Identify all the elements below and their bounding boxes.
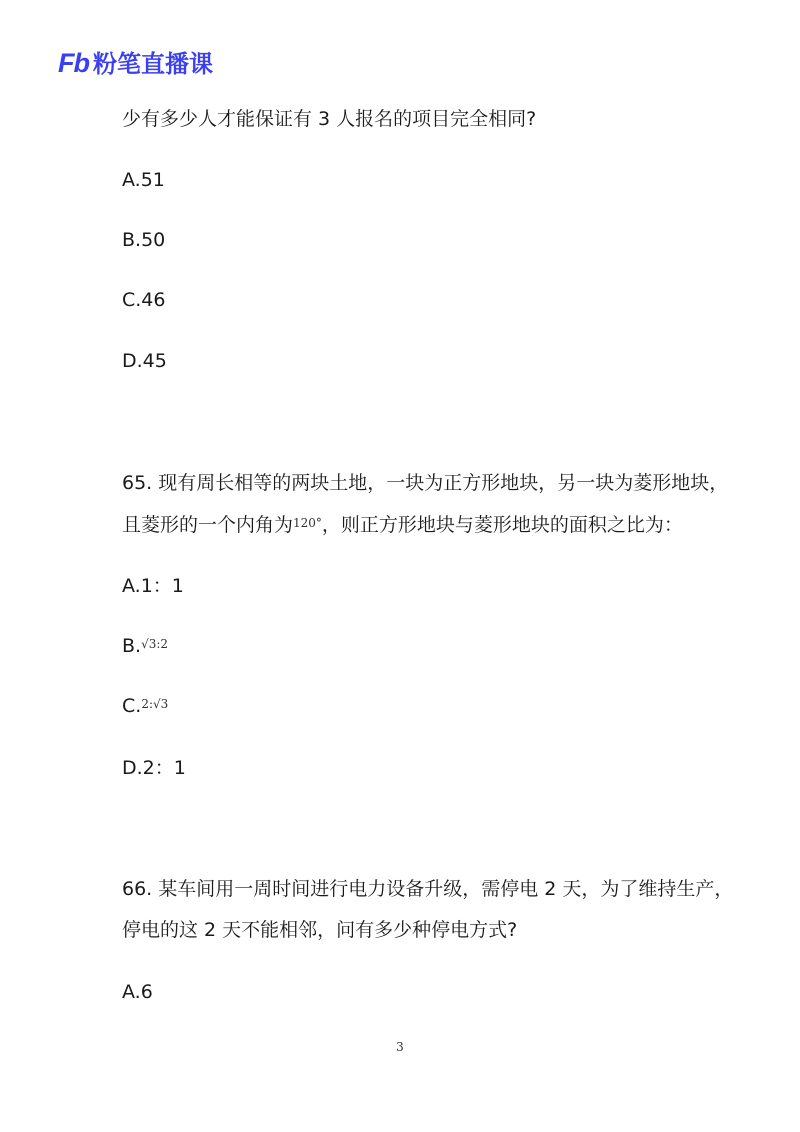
q64-option-d: D.45 [122, 350, 167, 372]
q65-option-d: D.2：1 [122, 757, 186, 779]
q65-option-a: A.1：1 [122, 575, 184, 597]
q64-option-a: A.51 [122, 169, 165, 191]
q65-stem-line1: 65. 现有周长相等的两块土地，一块为正方形地块，另一块为菱形地块， [122, 472, 729, 494]
q65-option-b [122, 637, 168, 656]
q64-option-b: B.50 [122, 229, 166, 251]
angle-math: 120° [293, 516, 322, 530]
q65-option-b-math: √3:2 [141, 637, 169, 651]
q65-option-c-math: 2:√3 [141, 697, 169, 711]
q65-stem-text-after: ，则正方形地块与菱形地块的面积之比为： [321, 514, 683, 536]
fenbi-logo-icon: Fb [58, 48, 89, 78]
q65-option-c [122, 697, 168, 716]
page-number: 3 [396, 1040, 404, 1054]
q65-option-c-label: C. [122, 695, 142, 717]
q64-option-c: C.46 [122, 289, 166, 311]
q65-stem-text-before: 且菱形的一个内角为 [122, 514, 294, 536]
brand-name: 粉笔直播课 [93, 49, 213, 78]
q65-option-b-label: B. [122, 635, 142, 657]
brand-logo [58, 50, 213, 77]
q66-option-a: A.6 [122, 981, 153, 1003]
q64-stem-continuation: 少有多少人才能保证有 3 人报名的项目完全相同? [122, 108, 537, 130]
q66-stem-line2: 停电的这 2 天不能相邻，问有多少种停电方式? [122, 919, 518, 941]
q65-stem-line2 [122, 516, 683, 535]
q66-stem-line1: 66. 某车间用一周时间进行电力设备升级，需停电 2 天，为了维持生产， [122, 878, 734, 900]
